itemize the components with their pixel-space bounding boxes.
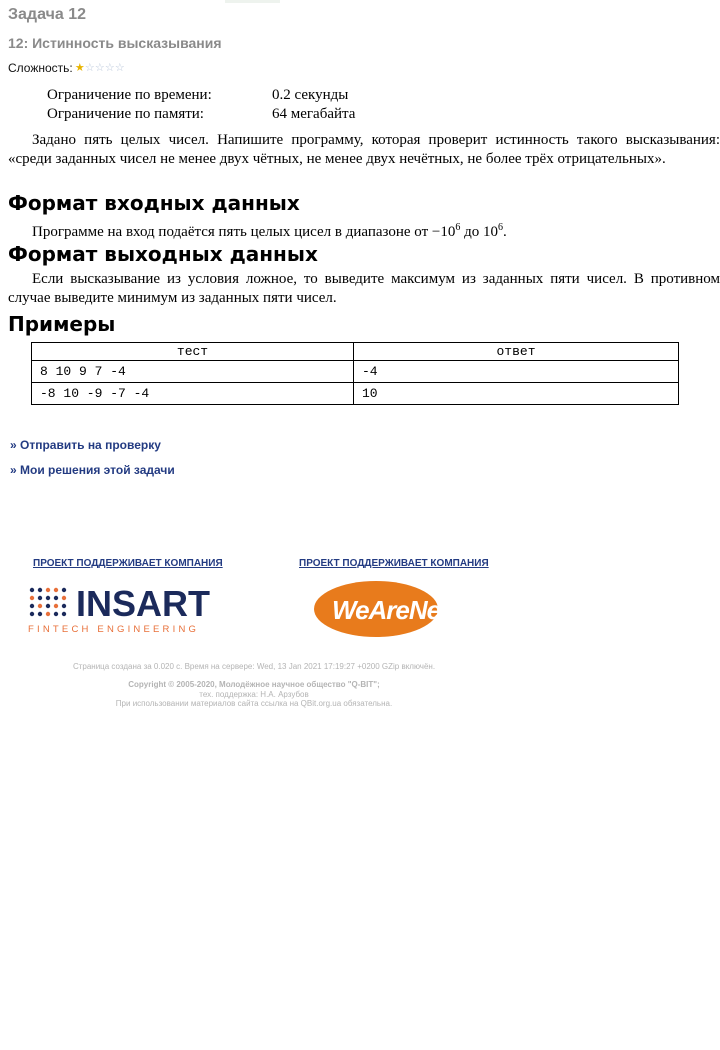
task-subtitle: 12: Истинность высказывания [8, 35, 222, 51]
input-format-text [8, 218, 720, 242]
input-exponent-1: 6 [455, 222, 461, 233]
problem-statement: Задано пять целых чисел. Напишите программу, которая проверит истинность такого высказывания: «среди заданных чисел не менее двух чётных, не менее двух нечётных, не более трёх отрицательных». [8, 132, 720, 167]
insart-logo[interactable] [26, 580, 226, 636]
insart-logo-text: INSART [76, 583, 210, 624]
insart-logo-mark [30, 588, 66, 616]
my-solutions-link[interactable]: » Мои решения этой задачи [10, 463, 175, 477]
wearenet-logo-text: WeAreNet [332, 595, 448, 625]
examples-table [31, 342, 679, 405]
star-empty-icon: ☆ [84, 62, 95, 74]
footer-notice: При использовании материалов сайта ссылка на QBit.org.ua обязательна. [115, 699, 393, 708]
input-text-before: Программе на вход подаётся пять целых цисел в диапазоне от −10 [32, 224, 456, 240]
memory-limit-value: 64 мегабайта [272, 106, 356, 122]
time-limit-value: 0.2 секунды [272, 87, 349, 103]
top-strip [225, 0, 280, 3]
test-answer-cell: -4 [354, 361, 679, 383]
task-header: Задача 12 [8, 6, 87, 23]
submit-link[interactable]: » Отправить на проверку [10, 438, 161, 452]
insart-logo-subtext: FINTECH ENGINEERING [28, 624, 200, 635]
footer-copyright: Copyright © 2005-2020, Молодёжное научное общество "Q-BIT"; [128, 680, 380, 689]
input-format-title: Формат входных данных [8, 191, 300, 215]
input-exponent-2: 6 [498, 222, 503, 233]
output-format-text: Если высказывание из условия ложное, то выведите максимум из заданных пяти чисел. В противном случае выведите минимум из заданных пяти чисел. [8, 271, 720, 306]
limits [47, 86, 355, 124]
input-text-after: . [503, 224, 507, 240]
output-format-title: Формат выходных данных [8, 242, 318, 266]
footer-timing: Страница создана за 0.020 с. Время на сервере: Wed, 13 Jan 2021 17:19:27 +0200 GZip включён. [72, 662, 436, 671]
wearenet-logo[interactable] [310, 578, 470, 640]
time-limit-label: Ограничение по времени: [47, 87, 212, 103]
header-test: тест [32, 343, 354, 361]
star-empty-icon: ☆ [114, 62, 125, 74]
sponsor-caption-insart[interactable]: ПРОЕКТ ПОДДЕРЖИВАЕТ КОМПАНИЯ [33, 558, 223, 569]
difficulty [8, 61, 125, 75]
test-input-cell: 8 10 9 7 -4 [32, 361, 354, 383]
star-filled-icon: ★ [74, 62, 85, 74]
table-row [32, 383, 679, 405]
examples-title: Примеры [8, 312, 116, 336]
test-input-cell: -8 10 -9 -7 -4 [32, 383, 354, 405]
test-answer-cell: 10 [354, 383, 679, 405]
memory-limit-row [47, 105, 355, 124]
sponsor-caption-wearenet[interactable]: ПРОЕКТ ПОДДЕРЖИВАЕТ КОМПАНИЯ [299, 558, 489, 569]
difficulty-label: Сложность: [8, 61, 73, 75]
examples-header-row [32, 343, 679, 361]
star-empty-icon: ☆ [94, 62, 105, 74]
footer-support: тех. поддержка: Н.А. Арзубов [199, 690, 309, 699]
header-answer: ответ [354, 343, 679, 361]
input-text-middle: до 10 [460, 224, 498, 240]
memory-limit-label: Ограничение по памяти: [47, 106, 204, 122]
time-limit-row [47, 86, 355, 105]
star-empty-icon: ☆ [104, 62, 115, 74]
table-row [32, 361, 679, 383]
difficulty-stars [75, 62, 125, 74]
